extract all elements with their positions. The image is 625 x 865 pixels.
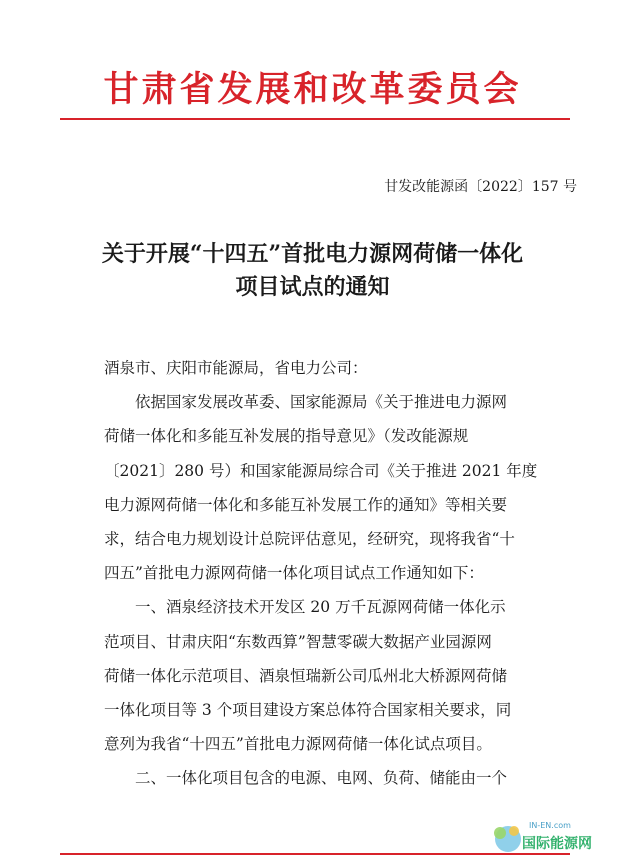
header-red-rule — [60, 118, 570, 120]
body-line: 〔2021〕280 号）和国家能源局综合司《关于推进 2021 年度 — [104, 461, 538, 480]
notice-title-line-1: 关于开展“十四五”首批电力源网荷储一体化 — [101, 241, 524, 267]
body-line: 电力源网荷储一体化和多能互补发展工作的通知》等相关要 — [104, 495, 508, 514]
watermark-brand: 国际能源网 — [522, 836, 592, 852]
body-line: 荷储一体化和多能互补发展的指导意见》（发改能源规 — [104, 427, 469, 446]
notice-title-line-2: 项目试点的通知 — [235, 274, 390, 300]
body-line: 荷储一体化示范项目、酒泉恒瑞新公司瓜州北大桥源网荷储 — [104, 666, 508, 685]
body-line: 一体化项目等 3 个项目建设方案总体符合国家相关要求，同 — [104, 701, 512, 720]
issuer-title: 甘肃省发展和改革委员会 — [103, 69, 522, 110]
body-line: 依据国家发展改革委、国家能源局《关于推进电力源网 — [135, 393, 508, 412]
body-line: 一、酒泉经济技术开发区 20 万千瓦源网荷储一体化示 — [135, 598, 506, 617]
notice-title — [0, 238, 625, 304]
body-line: 求，结合电力规划设计总院评估意见，经研究，现将我省“十 — [104, 530, 515, 549]
body-line: 范项目、甘肃庆阳“东数西算”智慧零碳大数据产业园源网 — [104, 632, 492, 651]
body-line: 意列为我省“十四五”首批电力源网荷储一体化试点项目。 — [104, 735, 492, 754]
document-number: 甘发改能源函〔2022〕157 号 — [384, 179, 577, 195]
body-line: 二、一体化项目包含的电源、电网、负荷、储能由一个 — [135, 769, 508, 788]
watermark-domain: IN-EN.com — [529, 821, 571, 830]
notice-body — [104, 351, 574, 796]
body-line-addressee: 酒泉市、庆阳市能源局，省电力公司： — [104, 359, 368, 377]
body-line: 四五”首批电力源网荷储一体化项目试点工作通知如下： — [104, 564, 484, 583]
